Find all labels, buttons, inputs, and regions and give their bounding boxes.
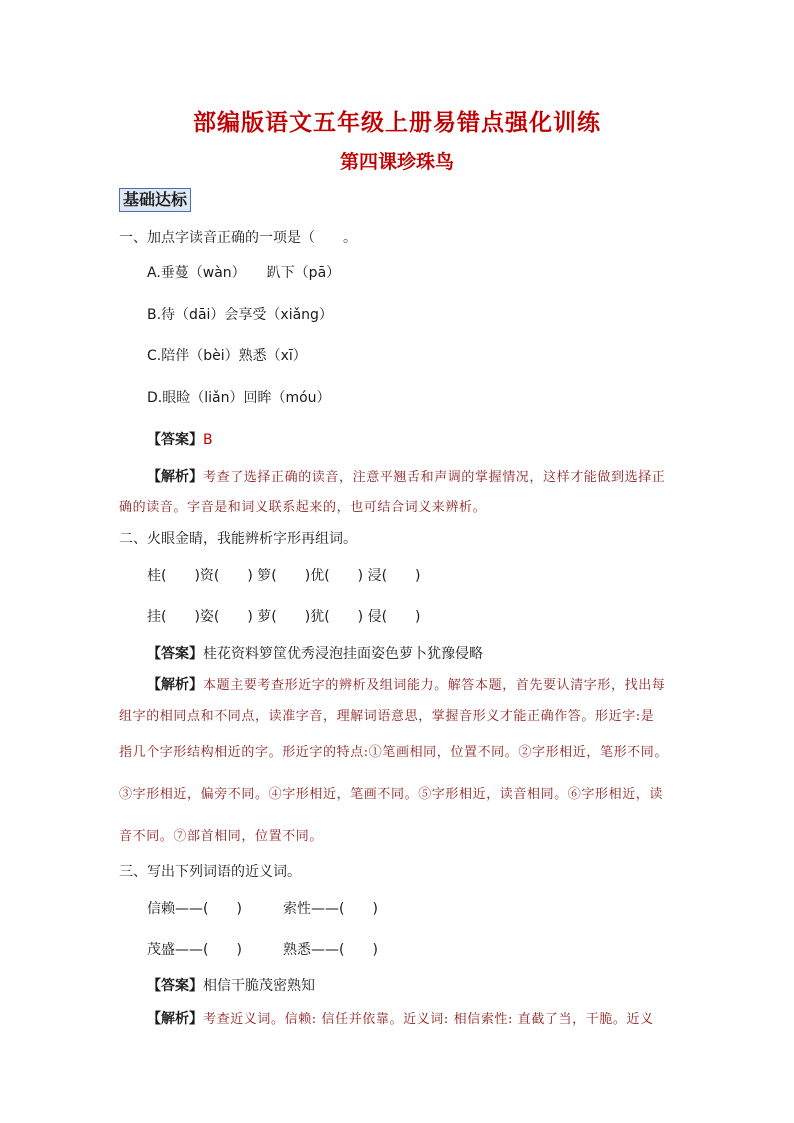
question-3-item-3: 茂盛——( ) bbox=[147, 942, 242, 958]
question-3-answer bbox=[147, 977, 315, 995]
analysis-text: 本题主要考查形近字的辨析及组词能力。解答本题，首先要认清字形，找出每 bbox=[203, 678, 666, 693]
question-1-option-b: B.待（dāi）会享受（xiǎng） bbox=[147, 307, 333, 323]
page-subtitle: 第四课珍珠鸟 bbox=[339, 151, 454, 173]
analysis-text: 考查了选择正确的读音，注意平翘舌和声调的掌握情况，这样才能做到选择正 bbox=[203, 470, 666, 485]
question-2-answer bbox=[147, 645, 483, 663]
analysis-label: 【解析】 bbox=[147, 677, 203, 693]
question-1-option-c: C.陪伴（bèi）熟悉（xī） bbox=[147, 348, 307, 364]
question-1-analysis-line-2: 确的读音。字音是和词义联系起来的，也可结合词义来辨析。 bbox=[119, 500, 487, 515]
question-1-analysis-line-1 bbox=[147, 468, 665, 487]
answer-label: 【答案】 bbox=[147, 432, 203, 448]
question-3-analysis-line-1 bbox=[147, 1010, 654, 1029]
question-2-stem: 二、火眼金睛，我能辨析字形再组词。 bbox=[119, 531, 357, 547]
question-2-analysis-line-3: 指几个字形结构相近的字。形近字的特点:①笔画相同，位置不同。②字形相近，笔形不同。 bbox=[119, 745, 668, 760]
question-3-item-2: 索性——( ) bbox=[283, 901, 378, 917]
question-3-item-1: 信赖——( ) bbox=[147, 901, 242, 917]
analysis-label: 【解析】 bbox=[147, 1011, 203, 1027]
answer-label: 【答案】 bbox=[147, 646, 203, 662]
question-1-stem: 一、加点字读音正确的一项是（ 。 bbox=[119, 230, 357, 246]
answer-label: 【答案】 bbox=[147, 978, 203, 994]
section-badge: 基础达标 bbox=[119, 188, 191, 212]
question-1-answer bbox=[147, 431, 213, 449]
question-2-analysis-line-2: 组字的相同点和不同点，读准字音，理解词语意思，掌握音形义才能正确作答。形近字:是 bbox=[119, 709, 655, 724]
question-3-stem: 三、写出下列词语的近义词。 bbox=[119, 864, 301, 880]
question-1-option-a: A.垂蔓（wàn） 趴下（pā） bbox=[147, 265, 341, 281]
question-2-row-1: 桂( )资( ) 箩( )优( ) 浸( ) bbox=[147, 568, 421, 584]
analysis-text: 考查近义词。信赖: 信任并依靠。近义词: 相信索性: 直截了当，干脆。近义 bbox=[203, 1012, 654, 1027]
answer-value: 桂花资料箩筐优秀浸泡挂面姿色萝卜犹豫侵略 bbox=[203, 646, 483, 662]
answer-value: 相信干脆茂密熟知 bbox=[203, 978, 315, 994]
question-2-analysis-line-5: 音不同。⑦部首相同，位置不同。 bbox=[119, 829, 324, 844]
question-1-option-d: D.眼睑（liǎn）回眸（móu） bbox=[147, 390, 331, 406]
question-2-row-2: 挂( )姿( ) 萝( )犹( ) 侵( ) bbox=[147, 609, 421, 625]
page-title: 部编版语文五年级上册易错点强化训练 bbox=[193, 110, 601, 136]
question-2-analysis-line-4: ③字形相近，偏旁不同。④字形相近，笔画不同。⑤字形相近，读音相同。⑥字形相近，读 bbox=[119, 787, 664, 802]
question-3-item-4: 熟悉——( ) bbox=[283, 942, 378, 958]
question-2-analysis-line-1 bbox=[147, 676, 665, 695]
analysis-label: 【解析】 bbox=[147, 469, 203, 485]
answer-value: B bbox=[203, 432, 213, 448]
